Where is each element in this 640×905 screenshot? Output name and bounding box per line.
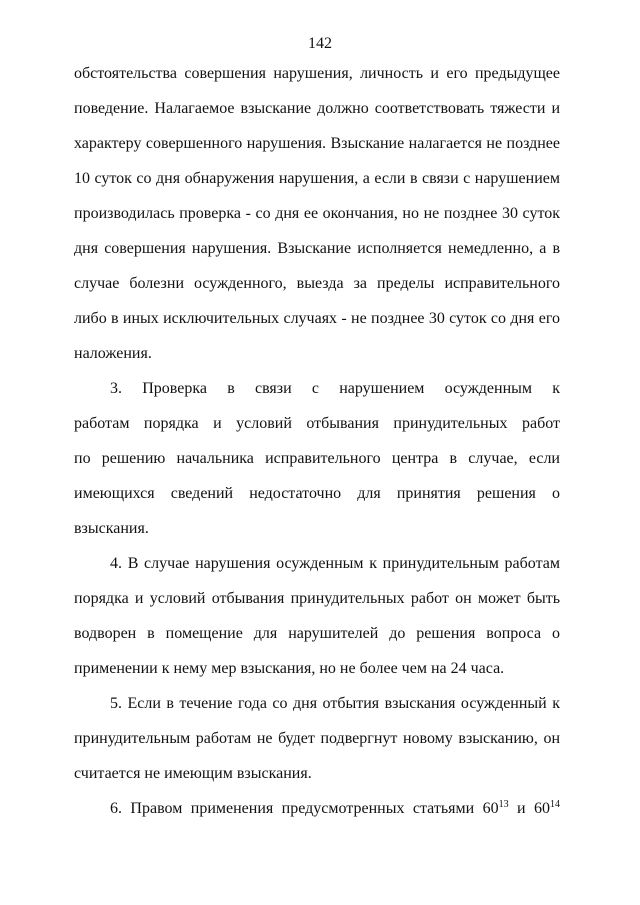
paragraph-6 bbox=[74, 791, 560, 826]
superscript: 14 bbox=[550, 799, 560, 810]
text-line: применении к нему мер взыскания, но не более чем на 24 часа. bbox=[74, 660, 505, 677]
text-line: дня совершения нарушения. Взыскание исполняется немедленно, а в bbox=[74, 240, 560, 257]
text-line bbox=[74, 791, 560, 826]
text-line: производилась проверка - со дня ее окончания, но не позднее 30 суток bbox=[74, 205, 560, 222]
text-line: по решению начальника исправительного центра в случае, если bbox=[74, 450, 560, 467]
superscript: 13 bbox=[498, 799, 509, 810]
text-fragment: 6. Правом применения предусмотренных статьями 60 bbox=[110, 800, 499, 817]
text-line: либо в иных исключительных случаях - не позднее 30 суток со дня его bbox=[74, 310, 560, 327]
paragraph-4 bbox=[74, 546, 560, 686]
text-line: 5. Если в течение года со дня отбытия взыскания осужденный к bbox=[110, 695, 560, 712]
document-body bbox=[74, 56, 560, 826]
page-number: 142 bbox=[308, 35, 332, 52]
text-line: принудительным работам не будет подвергнут новому взысканию, он bbox=[74, 730, 560, 747]
text-line: обстоятельства совершения нарушения, личность и его предыдущее bbox=[74, 65, 560, 82]
text-line: водворен в помещение для нарушителей до решения вопроса о bbox=[74, 625, 560, 642]
text-line: порядка и условий отбывания принудительных работ он может быть bbox=[74, 590, 560, 607]
text-line: 4. В случае нарушения осужденным к принудительным работам bbox=[110, 555, 560, 572]
text-line: имеющихся сведений недостаточно для принятия решения о bbox=[74, 485, 560, 502]
text-line: взыскания. bbox=[74, 520, 149, 537]
paragraph-3 bbox=[74, 371, 560, 546]
text-line: 10 суток со дня обнаружения нарушения, а если в связи с нарушением bbox=[74, 170, 560, 187]
text-line: случае болезни осужденного, выезда за пределы исправительного bbox=[74, 275, 560, 292]
text-line: 3. Проверка в связи с нарушением осужденным к bbox=[110, 380, 560, 397]
text-fragment: и 60 bbox=[508, 800, 551, 817]
text-line: характеру совершенного нарушения. Взыскание налагается не позднее bbox=[74, 135, 560, 152]
text-line: считается не имеющим взыскания. bbox=[74, 765, 312, 782]
text-line: наложения. bbox=[74, 345, 152, 362]
paragraph-continuation bbox=[74, 56, 560, 371]
text-line: поведение. Налагаемое взыскание должно соответствовать тяжести и bbox=[74, 100, 560, 117]
text-line: работам порядка и условий отбывания принудительных работ bbox=[74, 415, 560, 432]
paragraph-5 bbox=[74, 686, 560, 791]
